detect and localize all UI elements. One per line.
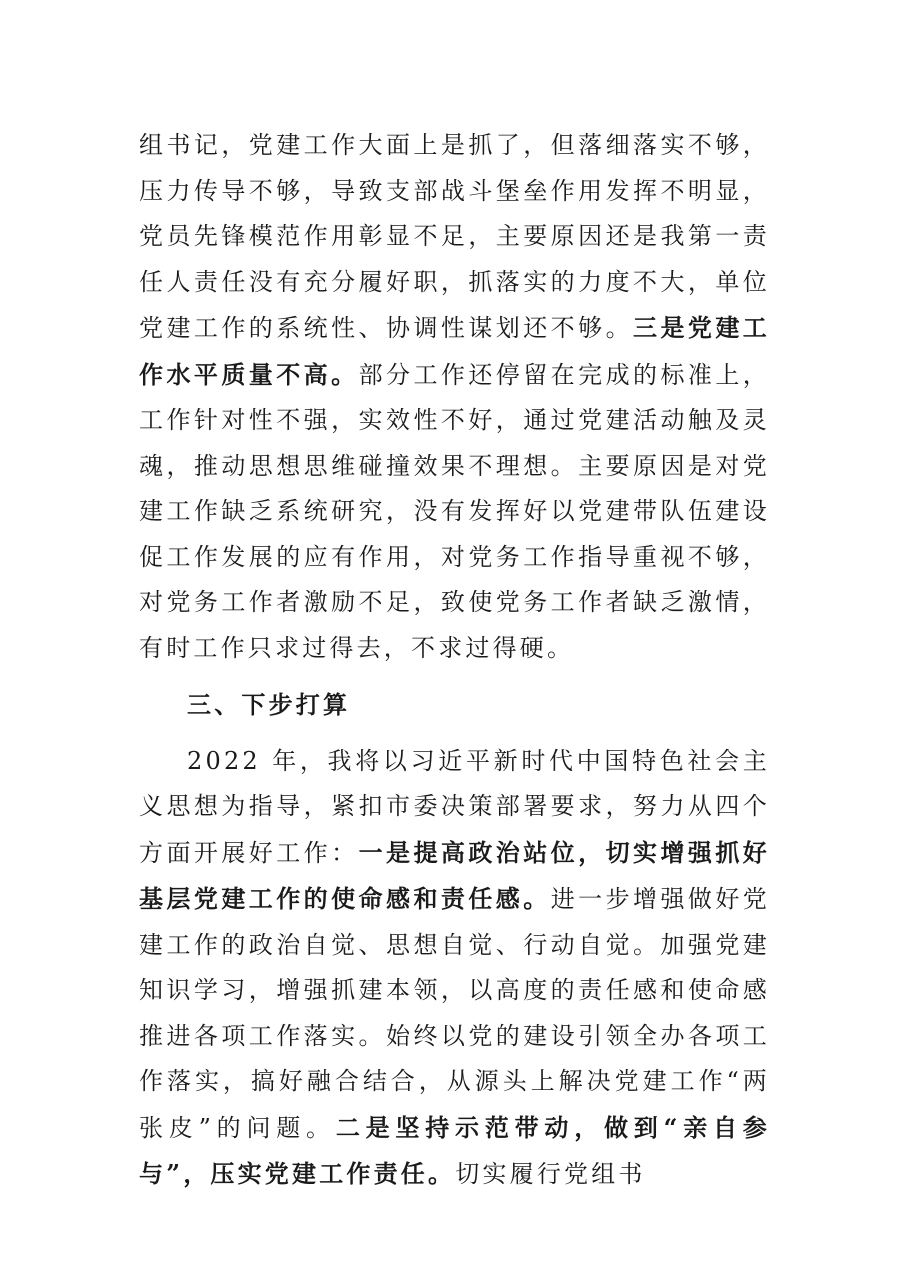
paragraph-next-steps	[139, 739, 770, 1198]
paragraph-text: 组书记，党建工作大面上是抓了，但落细落实不够，压力传导不够，导致支部战斗堡垒作用发挥不明显，党员先锋模范作用彰显不足，主要原因还是我第一责任人责任没有充分履好职，抓落实的力度不大，单位党建工作的系统性、协调性谋划还不够。	[139, 131, 770, 342]
paragraph-text: 2022 年，我将以习近平新时代中国特色社会主义思想为指导，紧扣市委决策部署要求，努力从四个方面开展好工作：	[139, 746, 770, 867]
paragraph-text: 切实履行党组书	[455, 1160, 646, 1188]
paragraph-problems	[139, 123, 770, 671]
bold-phrase: 三是党建工作水平质量不高。	[139, 313, 770, 389]
bold-phrase: 二是坚持示范带动，做到“亲自参与”，压实党建工作责任。	[139, 1112, 770, 1188]
paragraph-text: 部分工作还停留在完成的标准上，工作针对性不强，实效性不好，通过党建活动触及灵魂，推动思想思维碰撞效果不理想。主要原因是对党建工作缺乏系统研究，没有发挥好以党建带队伍建设促工作发展的应有作用，对党务工作指导重视不够，对党务工作者激励不足，致使党务工作者缺乏激情，有时工作只求过得去，不求过得硬。	[139, 360, 770, 662]
bold-phrase: 一是提高政治站位，切实增强抓好基层党建工作的使命感和责任感。	[139, 837, 770, 913]
paragraph-text: 进一步增强做好党建工作的政治自觉、思想自觉、行动自觉。加强党建知识学习，增强抓建本领，以高度的责任感和使命感推进各项工作落实。始终以党的建设引领全办各项工作落实，搞好融合结合，从源头上解决党建工作“两张皮”的问题。	[139, 885, 771, 1142]
section-heading: 三、下步打算	[187, 690, 351, 719]
